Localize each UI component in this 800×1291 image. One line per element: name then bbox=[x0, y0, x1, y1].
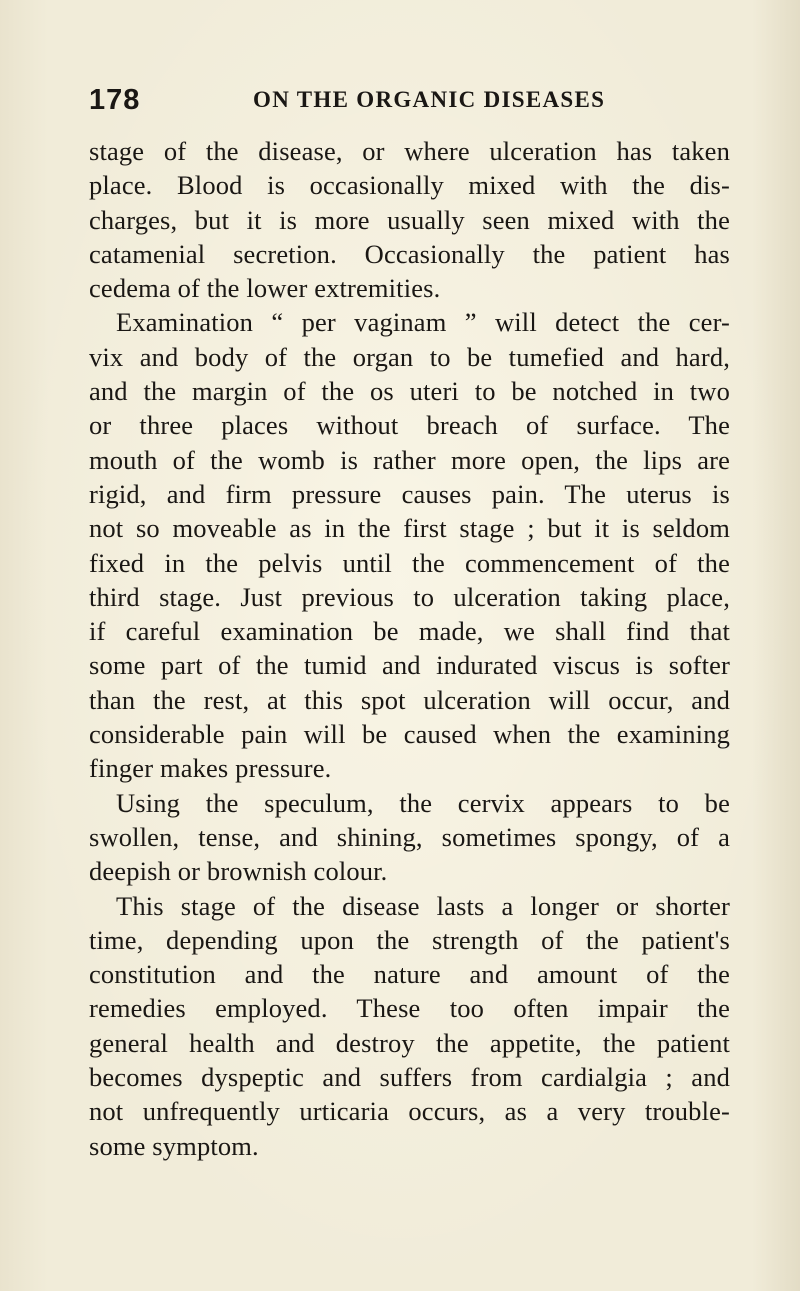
text-line: place. Blood is occasionally mixed with the dis- bbox=[89, 170, 730, 201]
paragraph-first-line: Using the speculum, the cervix appears to be bbox=[116, 787, 730, 818]
text-line: vix and body of the organ to be tumefied and hard, bbox=[89, 341, 730, 372]
body-text bbox=[89, 134, 730, 1163]
text-line: swollen, tense, and shining, sometimes spongy, of a bbox=[89, 821, 730, 852]
text-line: general health and destroy the appetite, the patient bbox=[89, 1027, 730, 1058]
paragraph-first-line: Examination “ per vaginam ” will detect the cer- bbox=[116, 307, 730, 338]
text-line: third stage. Just previous to ulceration taking place, bbox=[89, 581, 730, 612]
text-line: rigid, and firm pressure causes pain. The uterus is bbox=[89, 478, 730, 509]
text-line: not so moveable as in the first stage ; but it is seldom bbox=[89, 513, 730, 544]
text-line: considerable pain will be caused when the examining bbox=[89, 719, 730, 750]
text-line: than the rest, at this spot ulceration will occur, and bbox=[89, 684, 730, 715]
text-line: and the margin of the os uteri to be notched in two bbox=[89, 376, 730, 407]
text-line: charges, but it is more usually seen mixed with the bbox=[89, 204, 730, 235]
text-line: constitution and the nature and amount of the bbox=[89, 959, 730, 990]
text-line: some symptom. bbox=[89, 1130, 259, 1161]
text-line: or three places without breach of surface. The bbox=[89, 410, 730, 441]
text-line: deepish or brownish colour. bbox=[89, 856, 388, 887]
text-line: time, depending upon the strength of the patient's bbox=[89, 924, 730, 955]
text-line: mouth of the womb is rather more open, the lips are bbox=[89, 444, 730, 475]
running-title: ON THE ORGANIC DISEASES bbox=[253, 87, 606, 112]
paragraph-first-line: This stage of the disease lasts a longer or shorter bbox=[116, 890, 730, 921]
text-line: catamenial secretion. Occasionally the patient has bbox=[89, 238, 730, 269]
text-line: becomes dyspeptic and suffers from cardialgia ; and bbox=[89, 1062, 730, 1093]
text-line: some part of the tumid and indurated viscus is softer bbox=[89, 650, 730, 681]
text-line: stage of the disease, or where ulceration has taken bbox=[89, 136, 730, 166]
text-line: fixed in the pelvis until the commencement of the bbox=[89, 547, 730, 578]
text-line: finger makes pressure. bbox=[89, 753, 332, 784]
text-line: not unfrequently urticaria occurs, as a very trouble- bbox=[89, 1096, 730, 1127]
text-line: if careful examination be made, we shall find that bbox=[89, 616, 730, 647]
text-line: remedies employed. These too often impair the bbox=[89, 993, 730, 1024]
page-number: 178 bbox=[89, 84, 141, 116]
page-header bbox=[89, 84, 729, 124]
text-line: cedema of the lower extremities. bbox=[89, 273, 441, 304]
